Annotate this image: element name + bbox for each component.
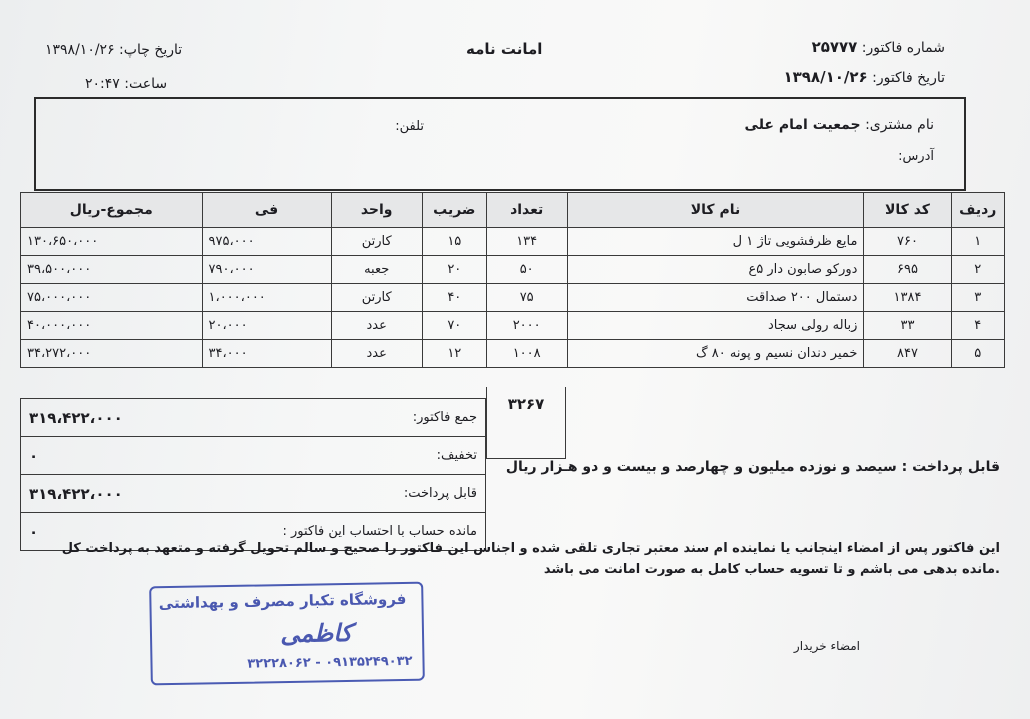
print-time-value: ۲۰:۴۷ [85, 76, 120, 92]
discount-label: تخفیف: [436, 448, 477, 463]
payable-row [21, 475, 486, 513]
col-code: کد کالا [864, 193, 951, 228]
table-row: ۴ ۳۳ زباله رولی سجاد ۲۰۰۰ ۷۰ عدد ۲۰،۰۰۰ ۴۰،۰۰۰،۰۰۰ [21, 312, 1005, 340]
col-qty: تعداد [486, 193, 567, 228]
table-row: ۵ ۸۴۷ خمیر دندان نسیم و پونه ۸۰ گ ۱۰۰۸ ۱۲ عدد ۳۴،۰۰۰ ۳۴،۲۷۲،۰۰۰ [21, 340, 1005, 368]
stamp-shop-name: فروشگاه تکبار مصرف و بهداشتی [158, 589, 407, 613]
items-header-row [21, 193, 1005, 228]
page-title: امانت نامه [466, 40, 543, 58]
print-date-value: ۱۳۹۸/۱۰/۲۶ [45, 42, 115, 58]
payable-label: قابل پرداخت: [403, 486, 477, 501]
invoice-number: شماره فاکتور: ۲۵۷۷۷ [811, 38, 945, 56]
stamp-phones: ۰۹۱۳۵۲۴۹۰۳۲ - ۳۲۲۲۸۰۶۲ [247, 653, 413, 672]
notice-line-1: این فاکتور پس از امضاء اینجانب یا نماینده ام سند معتبر تجاری تلقی شده و اجناس این فاکتور را صحیح و سالم تحویل گرفته و متعهد به پرداخت کل [61, 541, 1000, 556]
table-row: ۳ ۱۳۸۴ دستمال ۲۰۰ صداقت ۷۵ ۴۰ کارتن ۱،۰۰۰،۰۰۰ ۷۵،۰۰۰،۰۰۰ [21, 284, 1005, 312]
totals-table [20, 398, 486, 551]
invoice-number-value: ۲۵۷۷۷ [811, 38, 858, 56]
invoice-date: تاریخ فاکتور: ۱۳۹۸/۱۰/۲۶ [783, 68, 945, 86]
invoice-date-value: ۱۳۹۸/۱۰/۲۶ [783, 68, 868, 86]
col-factor: ضریب [422, 193, 486, 228]
invoice-sum-label: جمع فاکتور: [412, 410, 477, 425]
terms-notice [25, 538, 1000, 580]
customer-name-value: جمعیت امام علی [744, 117, 861, 133]
customer-box [34, 97, 966, 191]
invoice-sum-row [21, 399, 486, 437]
col-total: مجموع-ریال [21, 193, 203, 228]
payable-in-words: قابل پرداخت : سیصد و نوزده میلیون و چهارصد و بیست و دو هـزار ریال [505, 459, 1000, 475]
print-time: ساعت: ۲۰:۴۷ [85, 76, 168, 92]
customer-phone-label: تلفن: [395, 119, 424, 134]
balance-value: ۰ [29, 522, 39, 541]
quantity-total: ۳۲۶۷ [486, 387, 566, 459]
customer-address-label: آدرس: [898, 149, 934, 164]
stamp-owner-name: کاظمی [280, 618, 353, 649]
col-price: فی [202, 193, 331, 228]
col-row: ردیف [951, 193, 1005, 228]
discount-value: ۰ [29, 446, 39, 465]
payable-value: ۳۱۹،۴۲۲،۰۰۰ [29, 484, 123, 503]
col-unit: واحد [331, 193, 422, 228]
discount-row [21, 437, 486, 475]
items-table [20, 192, 1005, 368]
invoice-sum-value: ۳۱۹،۴۲۲،۰۰۰ [29, 408, 123, 427]
customer-name: نام مشتری: جمعیت امام علی [744, 117, 934, 133]
shop-stamp [149, 582, 425, 686]
notice-line-2: .مانده بدهی می باشم و تا تسویه حساب کامل به صورت امانت می باشد [543, 562, 1000, 577]
payable-words-text: سیصد و نوزده میلیون و چهارصد و بیست و دو هـزار ریال [505, 459, 897, 475]
col-name: نام کالا [567, 193, 864, 228]
buyer-signature-label: امضاء خریدار [793, 639, 860, 653]
table-row: ۱ ۷۶۰ مایع ظرفشویی تاژ ۱ ل ۱۳۴ ۱۵ کارتن ۹۷۵،۰۰۰ ۱۳۰،۶۵۰،۰۰۰ [21, 228, 1005, 256]
balance-label: مانده حساب با احتساب این فاکتور : [282, 524, 477, 539]
print-date: تاریخ چاپ: ۱۳۹۸/۱۰/۲۶ [45, 42, 183, 58]
table-row: ۲ ۶۹۵ دورکو صابون دار ۵ع ۵۰ ۲۰ جعبه ۷۹۰،۰۰۰ ۳۹،۵۰۰،۰۰۰ [21, 256, 1005, 284]
